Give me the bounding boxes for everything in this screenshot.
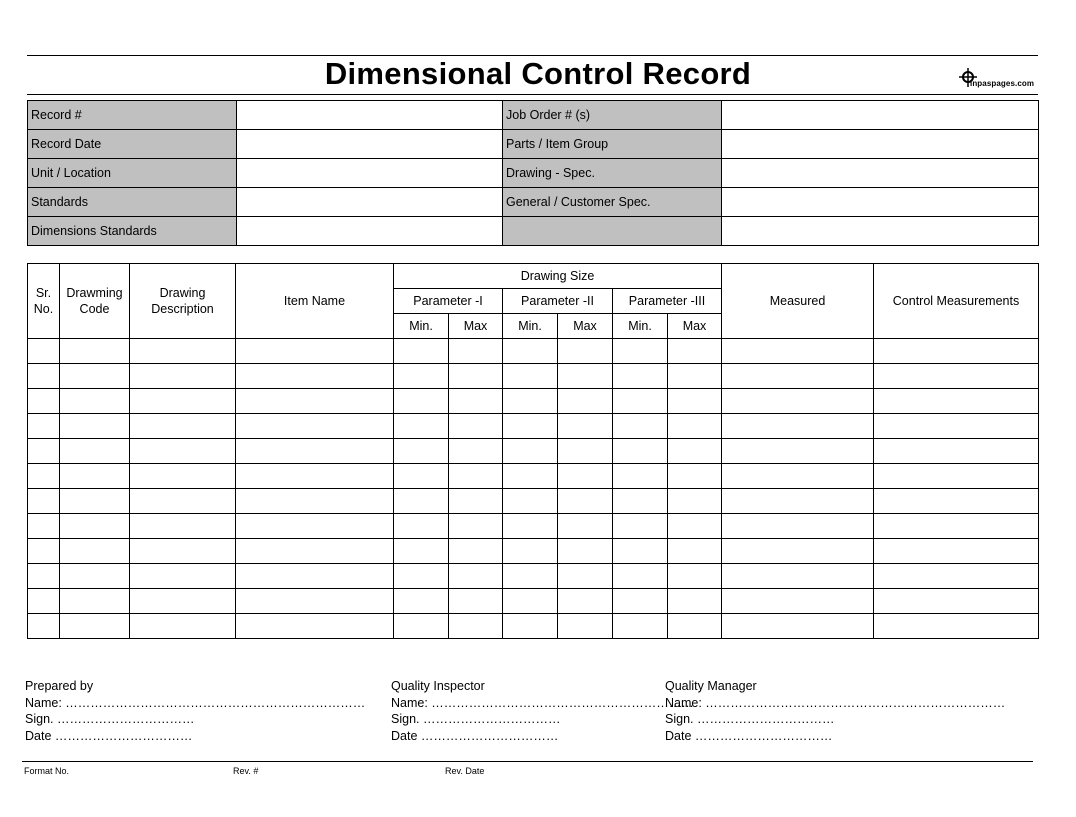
table-cell[interactable]: [722, 589, 874, 614]
table-cell[interactable]: [558, 514, 613, 539]
table-cell[interactable]: [394, 539, 449, 564]
table-cell[interactable]: [60, 489, 130, 514]
table-cell[interactable]: [613, 339, 668, 364]
table-cell[interactable]: [60, 389, 130, 414]
info-row: [28, 159, 1039, 188]
table-cell[interactable]: [722, 389, 874, 414]
parameter-3-header: Parameter -III: [613, 289, 722, 314]
table-cell[interactable]: [668, 364, 722, 389]
parts-item-group-label: Parts / Item Group: [503, 130, 722, 159]
dimensions-standards-label: Dimensions Standards: [28, 217, 237, 246]
drawing-spec-field[interactable]: [722, 159, 1039, 188]
table-cell[interactable]: [722, 364, 874, 389]
table-row: [28, 439, 1039, 464]
quality-inspector-name-field[interactable]: Name: ………………………………………………………: [391, 695, 694, 710]
info-row: [28, 217, 1039, 246]
table-cell[interactable]: [60, 464, 130, 489]
drawing-size-header: Drawing Size: [394, 264, 722, 289]
prepared-by-label: Prepared by: [25, 679, 94, 693]
table-cell[interactable]: [613, 389, 668, 414]
table-cell[interactable]: [28, 364, 60, 389]
table-cell[interactable]: [722, 464, 874, 489]
table-cell[interactable]: [668, 539, 722, 564]
table-cell[interactable]: [558, 614, 613, 639]
table-cell[interactable]: [28, 514, 60, 539]
logo: [958, 68, 1038, 90]
table-cell[interactable]: [130, 614, 236, 639]
table-cell[interactable]: [668, 514, 722, 539]
table-cell[interactable]: [394, 489, 449, 514]
control-measurements-header: Control Measurements: [874, 264, 1039, 339]
table-cell[interactable]: [503, 489, 558, 514]
drawing-spec-label: Drawing - Spec.: [503, 159, 722, 188]
table-cell[interactable]: [236, 389, 394, 414]
table-cell[interactable]: [613, 364, 668, 389]
logo-text: inpaspages.com: [970, 79, 1035, 88]
table-row: [28, 489, 1039, 514]
record-number-label: Record #: [28, 101, 237, 130]
parameter-1-header: Parameter -I: [394, 289, 503, 314]
table-cell[interactable]: [449, 489, 503, 514]
table-cell[interactable]: [449, 514, 503, 539]
table-row: [28, 564, 1039, 589]
table-cell[interactable]: [668, 339, 722, 364]
table-cell[interactable]: [558, 489, 613, 514]
measurement-table: [27, 263, 1039, 639]
table-cell[interactable]: [874, 464, 1039, 489]
table-row: [28, 614, 1039, 639]
table-cell[interactable]: [449, 339, 503, 364]
customer-spec-field[interactable]: [722, 188, 1039, 217]
table-cell[interactable]: [613, 564, 668, 589]
quality-manager-label: Quality Manager: [665, 679, 757, 693]
table-cell[interactable]: [722, 414, 874, 439]
parameter-2-header: Parameter -II: [503, 289, 613, 314]
max-header: Max: [449, 314, 503, 339]
table-cell[interactable]: [668, 414, 722, 439]
table-cell[interactable]: [236, 339, 394, 364]
rev-date-label: Rev. Date: [445, 766, 485, 776]
table-cell[interactable]: [722, 614, 874, 639]
prepared-by-date-field[interactable]: Date ……………………………: [25, 728, 193, 743]
table-cell[interactable]: [449, 564, 503, 589]
table-cell[interactable]: [28, 389, 60, 414]
unit-location-field[interactable]: [237, 159, 503, 188]
table-cell[interactable]: [503, 614, 558, 639]
table-cell[interactable]: [394, 514, 449, 539]
item-name-header: Item Name: [236, 264, 394, 339]
measurement-rows: [28, 339, 1039, 639]
job-order-field[interactable]: [722, 101, 1039, 130]
table-cell[interactable]: [503, 564, 558, 589]
table-cell[interactable]: [874, 489, 1039, 514]
table-row: [28, 364, 1039, 389]
table-cell[interactable]: [722, 564, 874, 589]
table-cell[interactable]: [449, 539, 503, 564]
table-cell[interactable]: [130, 339, 236, 364]
table-cell[interactable]: [449, 614, 503, 639]
table-row: [28, 539, 1039, 564]
table-cell[interactable]: [558, 439, 613, 464]
table-cell[interactable]: [60, 539, 130, 564]
table-cell[interactable]: [130, 464, 236, 489]
record-date-field[interactable]: [237, 130, 503, 159]
table-cell[interactable]: [558, 414, 613, 439]
table-cell[interactable]: [558, 389, 613, 414]
table-cell[interactable]: [503, 514, 558, 539]
table-cell[interactable]: [236, 589, 394, 614]
drawing-code-header: Drawming Code: [60, 264, 130, 339]
table-cell[interactable]: [558, 464, 613, 489]
table-cell[interactable]: [874, 589, 1039, 614]
table-cell[interactable]: [236, 464, 394, 489]
table-cell[interactable]: [449, 439, 503, 464]
table-cell[interactable]: [394, 589, 449, 614]
table-cell[interactable]: [668, 564, 722, 589]
table-cell[interactable]: [130, 589, 236, 614]
table-cell[interactable]: [60, 414, 130, 439]
table-cell[interactable]: [236, 539, 394, 564]
table-cell[interactable]: [503, 389, 558, 414]
table-cell[interactable]: [60, 564, 130, 589]
table-cell[interactable]: [130, 564, 236, 589]
table-cell[interactable]: [613, 614, 668, 639]
blank-label: [503, 217, 722, 246]
table-cell[interactable]: [28, 339, 60, 364]
record-number-field[interactable]: [237, 101, 503, 130]
table-cell[interactable]: [613, 464, 668, 489]
table-cell[interactable]: [874, 414, 1039, 439]
standards-label: Standards: [28, 188, 237, 217]
table-cell[interactable]: [236, 564, 394, 589]
table-cell[interactable]: [28, 464, 60, 489]
table-cell[interactable]: [449, 389, 503, 414]
table-cell[interactable]: [28, 439, 60, 464]
max-header: Max: [558, 314, 613, 339]
table-cell[interactable]: [503, 589, 558, 614]
header-row-1: [28, 264, 1039, 289]
table-cell[interactable]: [722, 539, 874, 564]
table-cell[interactable]: [60, 364, 130, 389]
table-cell[interactable]: [236, 439, 394, 464]
table-row: [28, 514, 1039, 539]
blank-field[interactable]: [722, 217, 1039, 246]
prepared-by-name-field[interactable]: Name: ………………………………………………………………: [25, 695, 366, 710]
table-cell[interactable]: [394, 439, 449, 464]
table-cell[interactable]: [60, 339, 130, 364]
table-cell[interactable]: [722, 514, 874, 539]
table-cell[interactable]: [449, 364, 503, 389]
table-cell[interactable]: [503, 339, 558, 364]
table-cell[interactable]: [236, 414, 394, 439]
sr-no-header: Sr. No.: [28, 264, 60, 339]
table-cell[interactable]: [28, 564, 60, 589]
quality-inspector-date-field[interactable]: Date ……………………………: [391, 728, 559, 743]
min-header: Min.: [394, 314, 449, 339]
table-cell[interactable]: [28, 414, 60, 439]
table-cell[interactable]: [722, 439, 874, 464]
table-cell[interactable]: [394, 614, 449, 639]
table-cell[interactable]: [503, 539, 558, 564]
table-cell[interactable]: [613, 489, 668, 514]
table-cell[interactable]: [558, 364, 613, 389]
table-cell[interactable]: [449, 414, 503, 439]
table-cell[interactable]: [874, 364, 1039, 389]
table-cell[interactable]: [28, 589, 60, 614]
job-order-label: Job Order # (s): [503, 101, 722, 130]
table-row: [28, 389, 1039, 414]
info-row: [28, 130, 1039, 159]
info-row: [28, 101, 1039, 130]
table-cell[interactable]: [558, 339, 613, 364]
table-cell[interactable]: [130, 389, 236, 414]
table-cell[interactable]: [130, 514, 236, 539]
measured-header: Measured: [722, 264, 874, 339]
quality-inspector-sign-field[interactable]: Sign. ……………………………: [391, 712, 561, 726]
table-cell[interactable]: [28, 614, 60, 639]
table-cell[interactable]: [613, 514, 668, 539]
table-cell[interactable]: [722, 489, 874, 514]
table-cell[interactable]: [60, 589, 130, 614]
standards-field[interactable]: [237, 188, 503, 217]
table-row: [28, 339, 1039, 364]
quality-manager-block: [665, 678, 1005, 744]
customer-spec-label: General / Customer Spec.: [503, 188, 722, 217]
table-cell[interactable]: [558, 564, 613, 589]
info-row: [28, 188, 1039, 217]
rev-no-label: Rev. #: [233, 766, 259, 776]
table-cell[interactable]: [613, 539, 668, 564]
table-cell[interactable]: [668, 464, 722, 489]
table-cell[interactable]: [668, 589, 722, 614]
min-header: Min.: [503, 314, 558, 339]
table-cell[interactable]: [668, 389, 722, 414]
table-cell[interactable]: [130, 439, 236, 464]
table-cell[interactable]: [130, 364, 236, 389]
parts-item-group-field[interactable]: [722, 130, 1039, 159]
page-title: Dimensional Control Record: [324, 56, 752, 91]
table-cell[interactable]: [394, 339, 449, 364]
table-cell[interactable]: [874, 614, 1039, 639]
table-cell[interactable]: [503, 414, 558, 439]
table-cell[interactable]: [60, 514, 130, 539]
table-cell[interactable]: [236, 614, 394, 639]
quality-manager-name-field[interactable]: Name: ………………………………………………………………: [665, 695, 1006, 710]
table-cell[interactable]: [668, 489, 722, 514]
table-cell[interactable]: [60, 439, 130, 464]
quality-manager-sign-field[interactable]: Sign. ……………………………: [665, 712, 835, 726]
table-cell[interactable]: [668, 614, 722, 639]
drawing-description-header: Drawing Description: [130, 264, 236, 339]
table-cell[interactable]: [236, 489, 394, 514]
table-cell[interactable]: [503, 464, 558, 489]
table-cell[interactable]: [130, 414, 236, 439]
table-cell[interactable]: [130, 539, 236, 564]
quality-inspector-block: [391, 678, 694, 744]
record-info-table: [27, 100, 1039, 246]
unit-location-label: Unit / Location: [28, 159, 237, 188]
table-cell[interactable]: [874, 439, 1039, 464]
table-row: [28, 589, 1039, 614]
title-rule: [27, 94, 1038, 95]
quality-manager-date-field[interactable]: Date ……………………………: [665, 728, 833, 743]
footer-rule: [22, 761, 1033, 762]
table-cell[interactable]: [449, 464, 503, 489]
table-cell[interactable]: [874, 539, 1039, 564]
min-header: Min.: [613, 314, 668, 339]
table-cell[interactable]: [394, 364, 449, 389]
table-cell[interactable]: [613, 414, 668, 439]
table-cell[interactable]: [874, 339, 1039, 364]
table-cell[interactable]: [394, 564, 449, 589]
table-cell[interactable]: [394, 389, 449, 414]
table-cell[interactable]: [236, 514, 394, 539]
prepared-by-block: [25, 678, 365, 744]
quality-inspector-label: Quality Inspector: [391, 679, 485, 693]
table-cell[interactable]: [130, 489, 236, 514]
table-row: [28, 464, 1039, 489]
record-date-label: Record Date: [28, 130, 237, 159]
table-cell[interactable]: [394, 464, 449, 489]
table-cell[interactable]: [60, 614, 130, 639]
table-cell[interactable]: [558, 539, 613, 564]
dimensions-standards-field[interactable]: [237, 217, 503, 246]
table-cell[interactable]: [503, 364, 558, 389]
table-cell[interactable]: [503, 439, 558, 464]
table-cell[interactable]: [722, 339, 874, 364]
table-cell[interactable]: [28, 489, 60, 514]
table-cell[interactable]: [874, 389, 1039, 414]
table-cell[interactable]: [613, 589, 668, 614]
table-cell[interactable]: [668, 439, 722, 464]
table-cell[interactable]: [613, 439, 668, 464]
table-cell[interactable]: [558, 589, 613, 614]
max-header: Max: [668, 314, 722, 339]
table-cell[interactable]: [874, 564, 1039, 589]
table-cell[interactable]: [449, 589, 503, 614]
table-cell[interactable]: [394, 414, 449, 439]
table-cell[interactable]: [28, 539, 60, 564]
table-cell[interactable]: [874, 514, 1039, 539]
table-cell[interactable]: [236, 364, 394, 389]
prepared-by-sign-field[interactable]: Sign. ……………………………: [25, 712, 195, 726]
table-row: [28, 414, 1039, 439]
format-no-label: Format No.: [24, 766, 70, 776]
